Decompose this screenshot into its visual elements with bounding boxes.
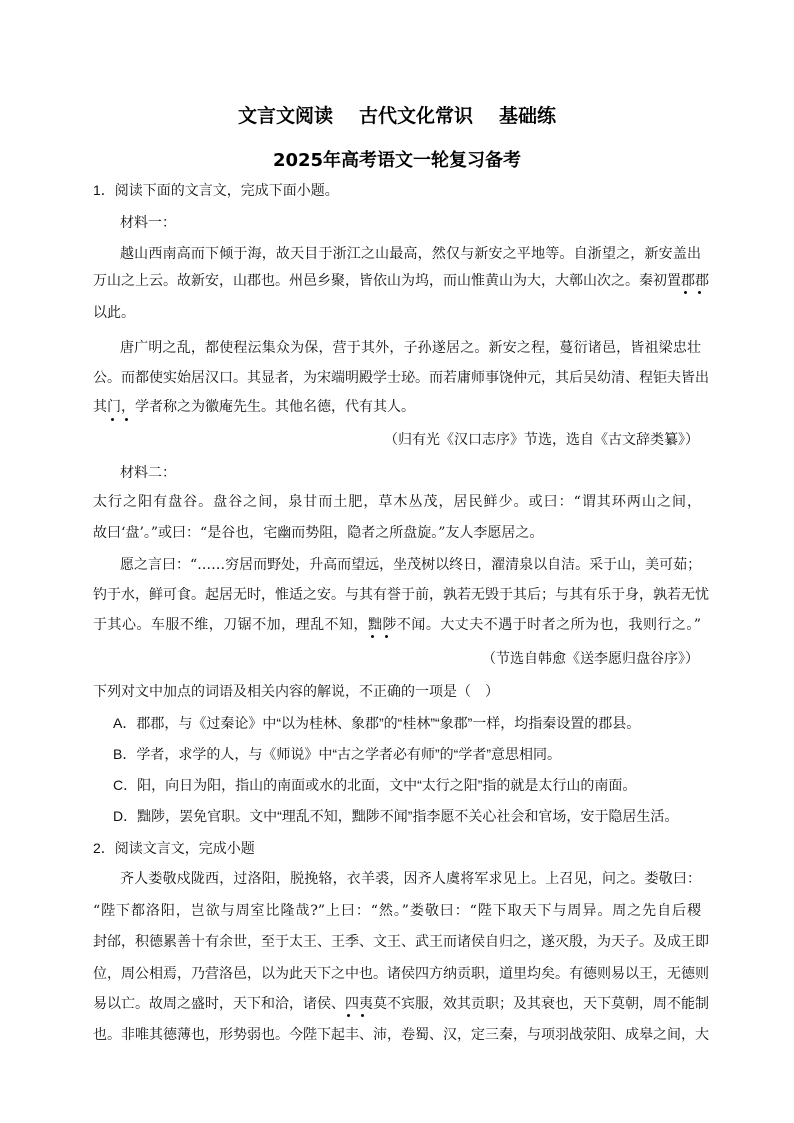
q2-line5: 易以亡。故周之盛时，天下和洽，诸侯、四夷莫不宾服，效其贡职；及其衰也，天下莫朝，周不能制 [93,996,709,1012]
material-2-source: （节选自韩愈《送李愿归盘谷序》） [482,651,699,667]
title-part-3: 基础练 [499,105,557,127]
q2-line1: 齐人娄敬戍陇西，过洛阳，脱挽辂，衣羊裘，因齐人虞将军求见上。上召见，问之。娄敬曰： [120,871,701,887]
m1-p2-line2: 公。而都使实始居汉口。其显者，为宋端明殿学士珌。而若庸师事饶仲元，其后吴幼清、程钜夫皆出 [93,370,709,386]
material-2-label: 材料二： [120,465,176,481]
emphasis-dot [125,418,128,421]
option-a: A．郡郡，与《过秦论》中“以为桂林、象郡”的“桂林”“象郡”一样，均指秦设置的郡县。 [113,715,641,731]
m2-p2-line2: 钓于水，鲜可食。起居无时，惟适之安。与其有誉于前，孰若无毁于其后；与其有乐于身，孰若无忧 [93,587,709,603]
emphasis-dot [684,291,687,294]
q2-line4: 位，周公相焉，乃营洛邑，以为此天下之中也。诸侯四方纳贡职，道里均矣。有德则易以王，无德则 [93,966,709,982]
m2-p2-line3: 于其心。车服不维，刀锯不加，理乱不知，黜陟不闻。大丈夫不遇于时者之所为也，我则行之。” [93,617,701,633]
m1-p1-line2: 万山之上云。故新安，山郡也。州邑乡聚，皆依山为坞，而山惟黄山为大，大鄣山次之。秦初置郡郡 [93,273,709,289]
title-part-2: 古代文化常识 [358,105,473,127]
m1-p2-line1: 唐广明之乱，都使程沄集众为保，营于其外，子孙遂居之。新安之程，蔓衍诸邑，皆祖梁忠壮 [120,340,701,356]
option-b: B．学者，求学的人，与《师说》中“古之学者必有师”的“学者”意思相同。 [113,746,561,762]
page-title [0,101,794,128]
m2-p1-line2: 故曰‘盘’。”或曰：“是谷也，宅幽而势阻，隐者之所盘旋。”友人李愿居之。 [93,525,544,541]
q1-question: 下列对文中加点的词语及相关内容的解说，不正确的一项是（ ） [93,683,499,699]
m1-p1-line3: 以此。 [93,305,135,321]
option-d: D．黜陟，罢免官职。文中“理乱不知，黜陟不闻”指李愿不关心社会和官场，安于隐居生活。 [113,808,679,824]
m1-p2-line3: 其门，学者称之为徽庵先生。其他名德，代有其人。 [93,399,415,415]
q2-line6: 也。非唯其德薄也，形势弱也。今陛下起丰、沛，卷蜀、汉，定三秦，与项羽战荥阳、成皋之间，大 [93,1027,709,1043]
q1-prompt: 1．阅读下面的文言文，完成下面小题。 [93,182,339,198]
title-part-1: 文言文阅读 [237,105,333,127]
m1-p1-line1: 越山西南高而下倾于海，故天目于浙江之山最高，然仅与新安之平地等。自浙望之，新安盖出 [120,246,701,262]
q2-prompt: 2．阅读文言文，完成小题 [93,840,255,856]
emphasis-dot [698,291,701,294]
emphasis-dot [385,635,388,638]
emphasis-dot [371,635,374,638]
option-c: C．阳，向日为阳，指山的南面或水的北面，文中“太行之阳”指的就是太行山的南面。 [113,777,637,793]
q2-line3: 封邰，积德累善十有余世，至于太王、王季、文王、武王而诸侯自归之，遂灭殷，为天子。及成王即 [93,934,709,950]
m2-p1-line1: 太行之阳有盘谷。盘谷之间，泉甘而土肥，草木丛茂，居民鲜少。或曰：“谓其环两山之间， [93,494,701,510]
page-subtitle: 2025年高考语文一轮复习备考 [272,150,522,171]
material-1-source: （归有光《汉口志序》节选，选自《古文辞类纂》） [384,432,699,448]
emphasis-dot [361,1014,364,1017]
emphasis-dot [347,1014,350,1017]
emphasis-dot [111,418,114,421]
m2-p2-line1: 愿之言曰：“……穷居而野处，升高而望远，坐茂树以终日，濯清泉以自洁。采于山，美可茹； [120,557,702,573]
q2-line2: “陛下都洛阳，岂欲与周室比隆哉?”上曰：“然。”娄敬曰：“陛下取天下与周异。周之先自后稷 [93,903,701,919]
material-1-label: 材料一： [120,215,176,231]
